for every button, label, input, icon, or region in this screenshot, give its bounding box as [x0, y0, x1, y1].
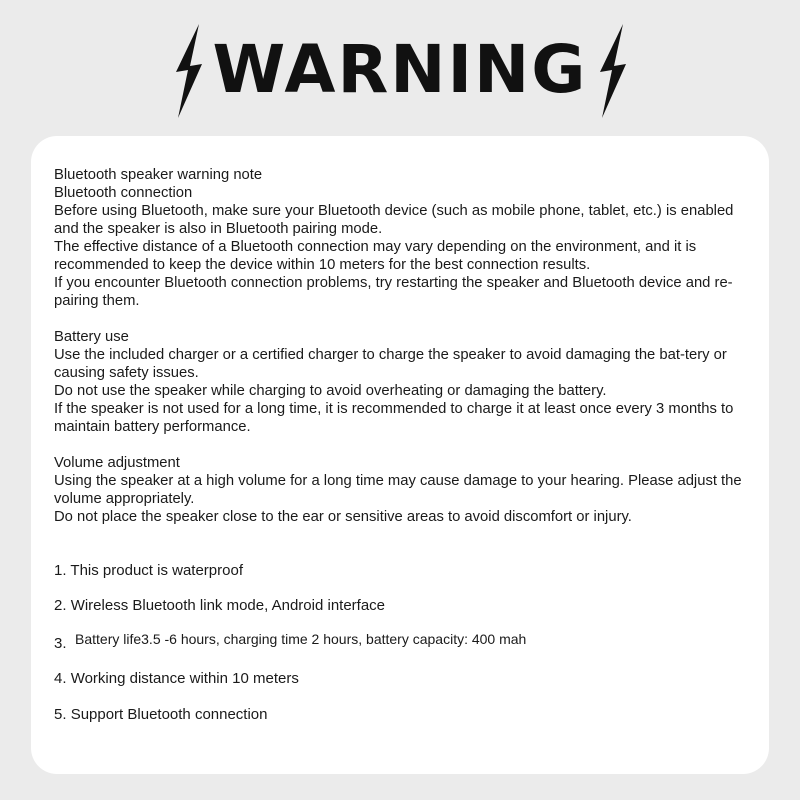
page-title: WARNING	[212, 31, 588, 108]
list-item	[54, 706, 268, 723]
paragraph: Do not place the speaker close to the ear or sensitive areas to avoid discomfort or injury.	[54, 509, 632, 525]
paragraph: If the speaker is not used for a long time, it is recommended to charge it at least once every 3 months to maintain battery performance.	[54, 401, 734, 435]
list-text: Battery life3.5 -6 hours, charging time 2 hours, battery capacity: 400 mah	[75, 631, 527, 647]
paragraph: The effective distance of a Bluetooth connection may vary depending on the environment, and it is recommended to keep the device within 10 meters for the best connection results.	[54, 239, 697, 273]
section-heading: Bluetooth connection	[54, 185, 193, 201]
list-item	[54, 597, 385, 614]
section-heading: Battery use	[54, 329, 129, 345]
list-number: 2.	[54, 597, 67, 614]
paragraph: Use the included charger or a certified charger to charge the speaker to avoid damaging the bat-tery or causing safety issues.	[54, 347, 727, 381]
list-number: 1.	[54, 562, 67, 579]
list-item	[54, 670, 299, 687]
list-number: 4.	[54, 670, 67, 687]
paragraph: Using the speaker at a high volume for a long time may cause damage to your hearing. Please adjust the volume appropriately.	[54, 473, 742, 507]
list-text: This product is waterproof	[70, 562, 243, 579]
list-text: Working distance within 10 meters	[70, 670, 299, 687]
lightning-bolt-icon	[596, 24, 630, 118]
paragraph: If you encounter Bluetooth connection problems, try restarting the speaker and Bluetooth device and re-pairing them.	[54, 275, 733, 309]
warning-text	[54, 166, 754, 526]
paragraph: Before using Bluetooth, make sure your Bluetooth device (such as mobile phone, tablet, etc.) is enabled and the speaker is also in Bluetooth pairing mode.	[54, 203, 734, 237]
section-heading: Volume adjustment	[54, 455, 180, 471]
list-number: 3.	[54, 635, 67, 652]
list-text: Support Bluetooth connection	[70, 706, 268, 723]
warning-header	[0, 0, 800, 130]
list-item	[54, 562, 243, 579]
paragraph: Do not use the speaker while charging to avoid overheating or damaging the battery.	[54, 383, 607, 399]
list-text: Wireless Bluetooth link mode, Android interface	[70, 597, 386, 614]
section-heading: Bluetooth speaker warning note	[54, 167, 263, 183]
list-number: 5.	[54, 706, 67, 723]
